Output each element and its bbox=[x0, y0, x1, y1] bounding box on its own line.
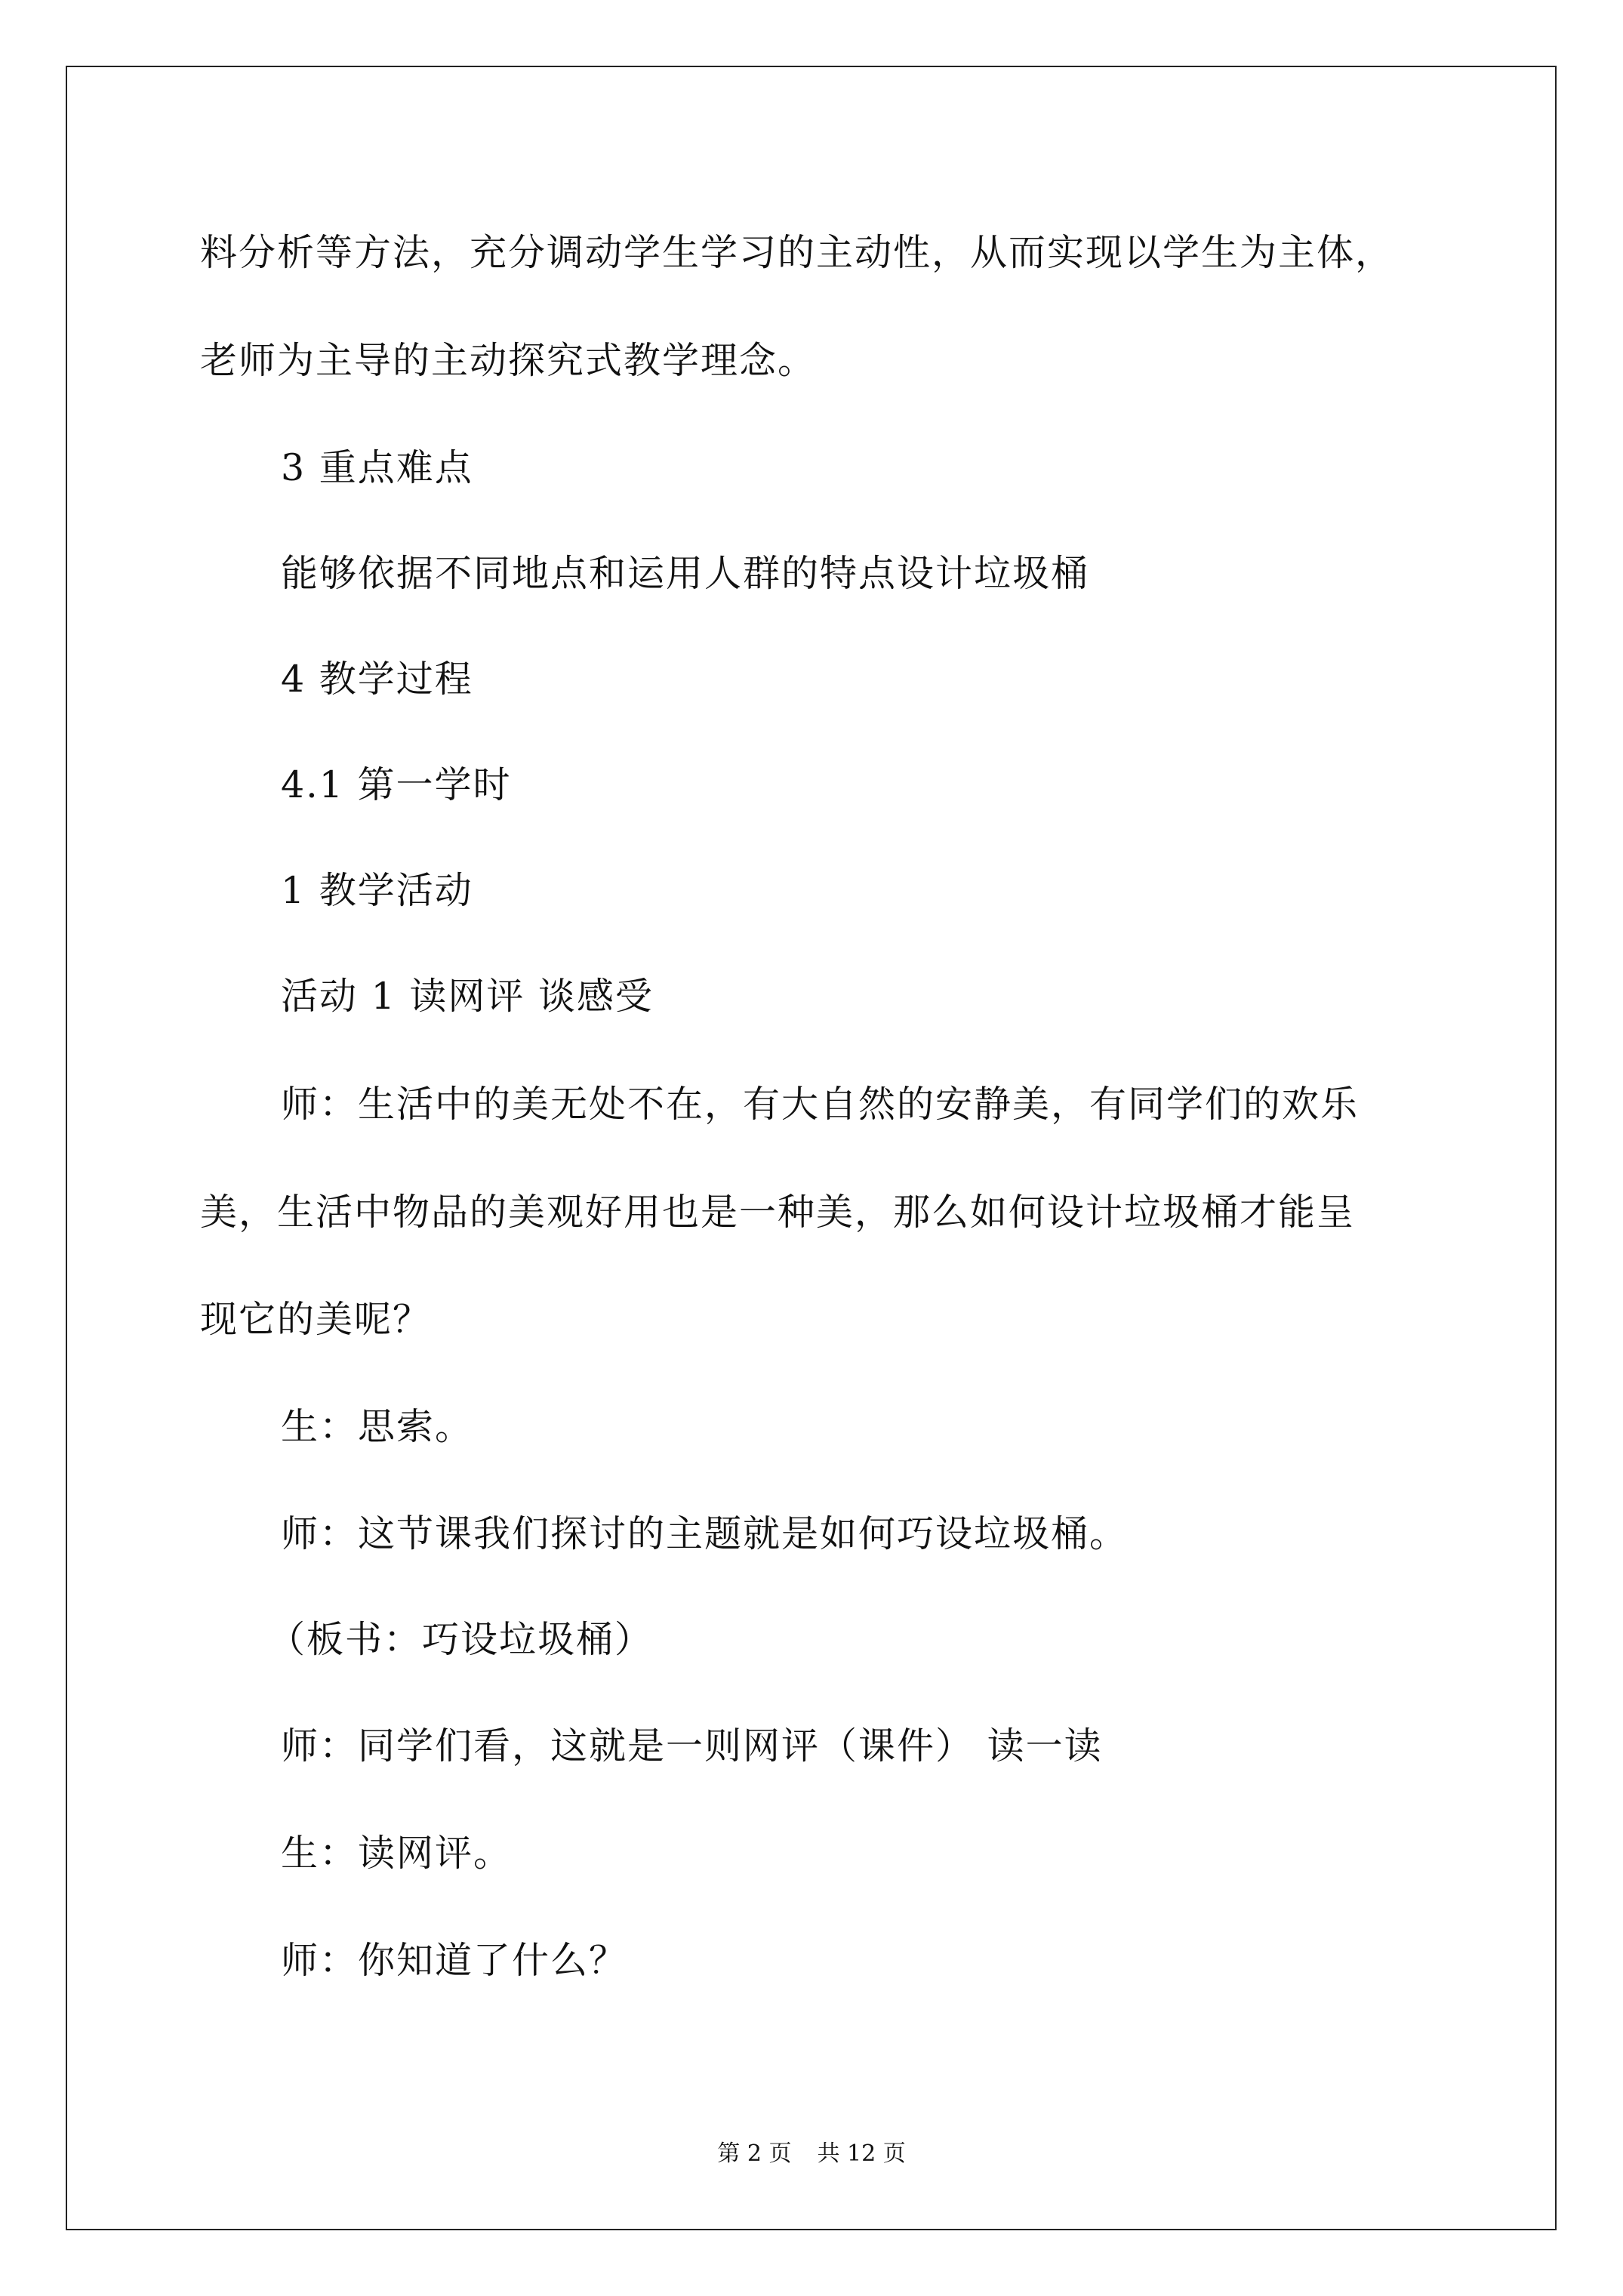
paragraph-line: 师：这节课我们探讨的主题就是如何巧设垃圾桶。 bbox=[281, 1512, 1129, 1555]
paragraph-line: 师：同学们看，这就是一则网评（课件） 读一读 bbox=[281, 1724, 1103, 1767]
paragraph-line: 能够依据不同地点和运用人群的特点设计垃圾桶 bbox=[281, 552, 1090, 595]
paragraph-line: （板书：巧设垃圾桶） bbox=[268, 1618, 654, 1661]
paragraph-line: 生：读网评。 bbox=[281, 1832, 513, 1875]
section-heading: 4 教学过程 bbox=[281, 658, 473, 701]
subsection-heading: 4.1 第一学时 bbox=[281, 763, 512, 806]
activity-heading: 活动 1 读网评 谈感受 bbox=[281, 975, 654, 1018]
paragraph-line: 美，生活中物品的美观好用也是一种美，那么如何设计垃圾桶才能呈 bbox=[200, 1191, 1356, 1234]
page-number: 第 2 页 bbox=[717, 2140, 792, 2167]
paragraph-line: 师：生活中的美无处不在，有大自然的安静美，有同学们的欢乐 bbox=[281, 1083, 1360, 1126]
page-footer bbox=[0, 2139, 1623, 2169]
page-total: 共 12 页 bbox=[817, 2140, 906, 2167]
page-border bbox=[66, 66, 1557, 2230]
paragraph-line: 老师为主导的主动探究式教学理念。 bbox=[200, 339, 817, 382]
subsection-heading: 1 教学活动 bbox=[281, 869, 473, 912]
paragraph-line: 生：思索。 bbox=[281, 1405, 474, 1448]
section-heading: 3 重点难点 bbox=[281, 446, 473, 489]
paragraph-line: 师：你知道了什么？ bbox=[281, 1939, 628, 1982]
paragraph-line: 料分析等方法，充分调动学生学习的主动性，从而实现以学生为主体， bbox=[200, 231, 1394, 274]
paragraph-line: 现它的美呢？ bbox=[200, 1298, 432, 1341]
